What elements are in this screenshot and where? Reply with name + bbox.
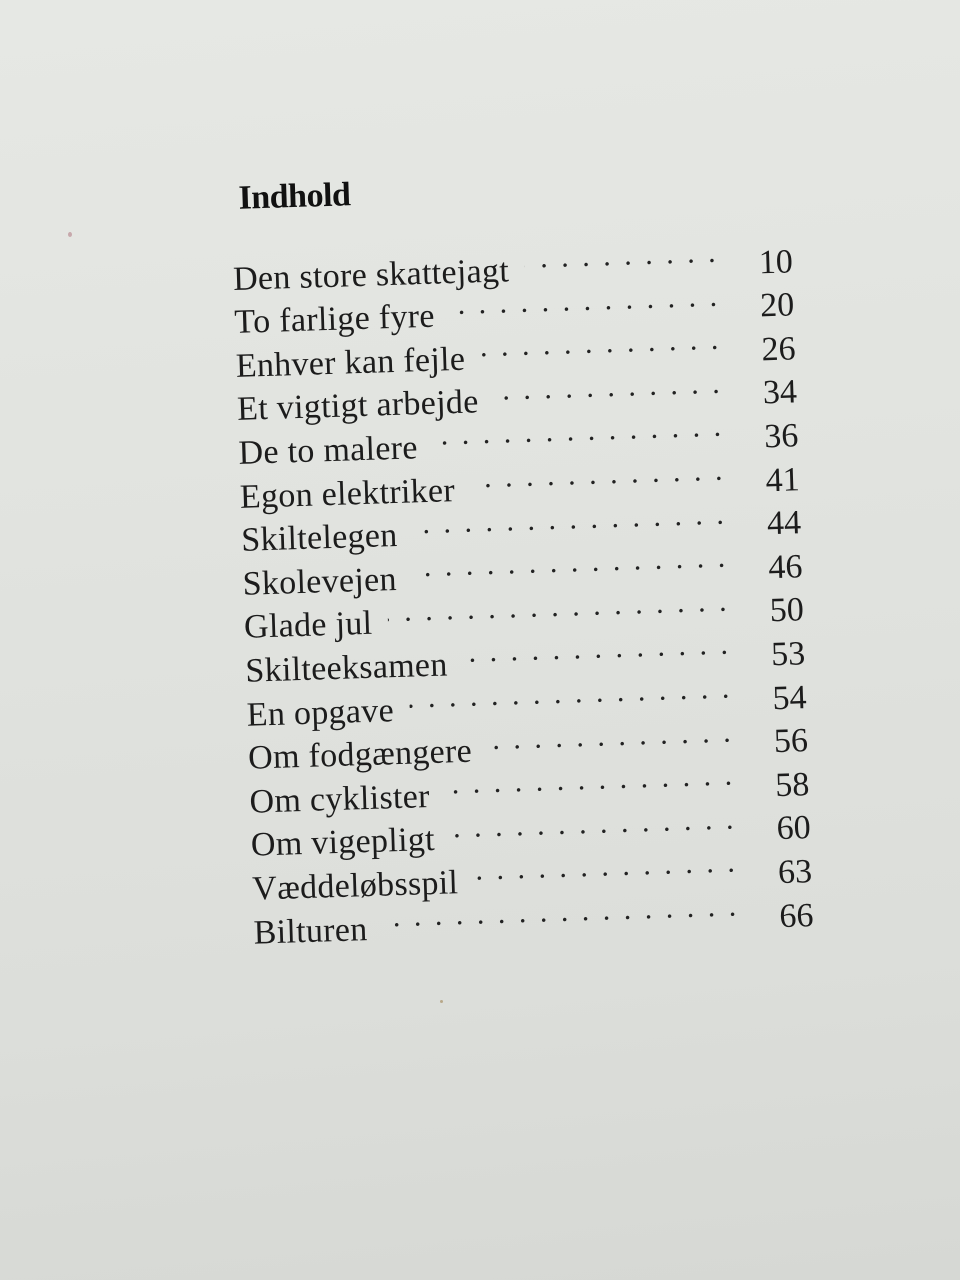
toc-entry-page: 56	[773, 722, 809, 761]
dot-leader	[487, 710, 734, 761]
toc-entry-page: 34	[762, 373, 798, 412]
dot-leader	[524, 231, 719, 281]
dot-leader	[480, 318, 722, 369]
toc-entry-page: 54	[771, 678, 808, 717]
toc-entry-page: 66	[778, 896, 814, 935]
toc-entry-page: 36	[763, 417, 799, 456]
dot-leader	[494, 361, 724, 412]
toc-entry-title: Skolevejen	[242, 560, 398, 603]
paper-smudge	[68, 232, 72, 237]
toc-entry-title: Væddeløbsspil	[251, 864, 459, 908]
toc-entry-title: Om fodgængere	[247, 732, 473, 777]
paper-speck	[440, 1000, 443, 1003]
toc-entry-page: 20	[759, 286, 795, 325]
toc-heading: Indhold	[237, 176, 351, 217]
toc-entry-page: 41	[765, 460, 801, 499]
toc-entry-title: To farlige fyre	[233, 297, 436, 342]
toc-entry-page: 53	[770, 635, 806, 674]
toc-entry-page: 50	[769, 591, 805, 630]
toc-entry-title: Enhver kan fejle	[235, 340, 466, 385]
toc-entry-title: En opgave	[246, 691, 395, 734]
toc-list	[232, 228, 814, 952]
toc-entry-title: Egon elektriker	[239, 471, 456, 516]
toc-entry-page: 46	[767, 547, 804, 587]
toc-entry-title: Om vigepligt	[250, 821, 436, 864]
toc-entry-page: 10	[758, 242, 794, 282]
toc-entry-page: 58	[774, 765, 810, 804]
toc-entry-title: Skiltelegen	[240, 517, 399, 559]
toc-entry-title: Et vigtigt arbejde	[236, 383, 480, 429]
toc-entry-title: Den store skattejagt	[232, 251, 510, 298]
toc-entry-page: 63	[777, 852, 813, 892]
toc-entry-page: 60	[776, 809, 812, 848]
toc-entry-page: 26	[761, 330, 797, 369]
table-of-contents	[230, 162, 814, 952]
toc-entry-title: Om cyklister	[248, 777, 431, 821]
toc-entry-title: Bilturen	[253, 910, 369, 952]
toc-entry-title: Glade jul	[243, 605, 373, 647]
toc-entry-page: 44	[766, 504, 802, 543]
toc-entry-title: De to malere	[238, 429, 419, 472]
toc-entry-title: Skilteeksamen	[244, 646, 449, 690]
